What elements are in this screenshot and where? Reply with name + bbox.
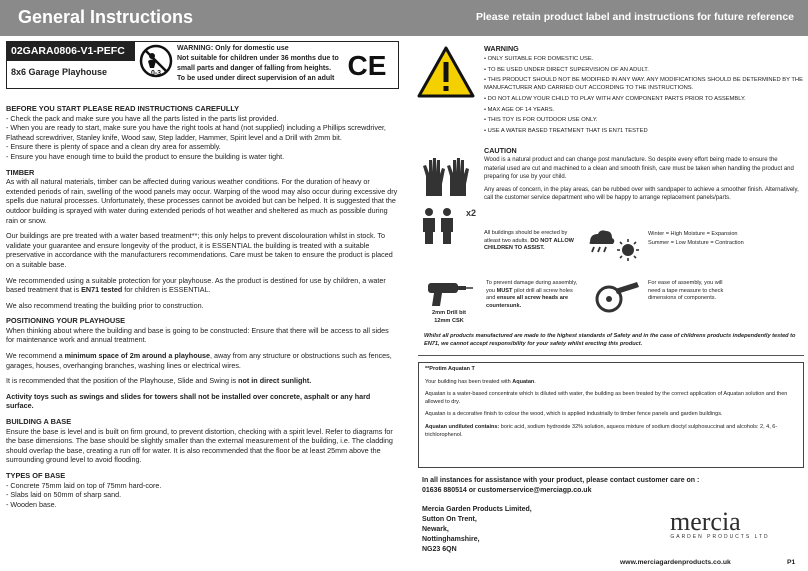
warning-heading: WARNING (484, 44, 519, 53)
timber-heading: TIMBER (6, 167, 35, 177)
moisture-note (648, 230, 744, 247)
aquatan-p4: Aquatan undiluted contains: boric acid, sodium hydroxide 32% solution, aqueos mixture of sodium dioctyl sulphosuccinat and alcohols: 2, 4, 6-trichlorophenol. (425, 423, 778, 438)
gloves-icon (420, 154, 476, 203)
warning-list (484, 44, 804, 136)
treated-text: Our buildings are pre treated with a water based treatment**; this only helps to prevent discolouration whilst in stock. To validate your guarantee and ensure longevity of the product, it is ESSENTIAL the building is treated with a suitable preservative in accordance with the manufacturers recommendations. Care must be taken to ensure the product is placed on a suitable base. (6, 231, 393, 269)
product-warning-line: small parts and danger of falling from heights. (177, 65, 332, 72)
activity-warning: Activity toys such as swings and slides for towers shall not be installed over concrete, asphalt or any hard surface. (6, 391, 371, 411)
address-line: Newark, (422, 526, 449, 533)
page-title: General Instructions (18, 7, 194, 27)
types-heading: TYPES OF BASE (6, 471, 66, 480)
positioning-text: When thinking about where the building and base is going to be constructed: Ensure that there will be access to all sides for maintenance work and annual treatment. (6, 325, 389, 345)
aquatan-p1: Your building has been treated with Aquatan. (425, 378, 536, 385)
ce-mark-icon (345, 44, 389, 89)
address-line: NG23 6QN (422, 546, 457, 553)
two-adults-icon (420, 206, 476, 251)
base-type: - Concrete 75mm laid on top of 75mm hard-core. (6, 480, 162, 490)
tape-measure-icon (595, 280, 641, 319)
winter-note: Winter = High Moisture = Expansion (648, 231, 738, 237)
timber-text: As with all natural materials, timber can be affected during various weather conditions. For the duration of heavy or extended periods of rain, swelling of the wood panels may occur. Warping of the wood may also occur during excessive dry spells due natural processes. Unfortunately, these processes cannot be avoided but can be helped. It is suggested that the outdoor building is sprayed with water during extended periods of hot weather and sheltered as much as possible during rain or snow. (6, 177, 398, 225)
treatment-note: We also recommend treating the building prior to construction. (6, 300, 204, 310)
warning-item: • THIS TOY IS FOR OUTDOOR USE ONLY. (484, 117, 598, 124)
warning-item: • MAX AGE OF 14 YEARS. (484, 106, 555, 113)
aquatan-p3: Aquatan is a decorative finish to colour the wood, which is applied industrially to timber fence panels and garden buildings. (425, 411, 723, 418)
caution-section (484, 147, 800, 208)
weather-icon (586, 228, 642, 267)
mercia-logo (670, 507, 790, 540)
warning-item: • TO BE USED UNDER DIRECT SUPERVISION OF AN ADULT. (484, 66, 649, 73)
positioning-heading: POSITIONING YOUR PLAYHOUSE (6, 316, 126, 326)
caution-text: Wood is a natural product and can change post manufacture. So despite every effort being made to ensure the material used are cut and machined to a clean and smooth finish, care must be taken when handling the product and preparing for use by your child. (484, 157, 794, 180)
warning-item: • DO NOT ALLOW YOUR CHILD TO PLAY WITH ANY COMPONENT PARTS PRIOR TO ASSEMBLY. (484, 96, 746, 103)
aquatan-p2: Aquatan is a water-based concentrate which is diluted with water, the building as been treated by the correct application of Aquatan solution and then allowed to dry. (425, 391, 788, 405)
erect-note: All buildings should be erected by atleast two adults. DO NOT ALLOW CHILDREN TO ASSIST. (484, 230, 574, 252)
drill-note: To prevent damage during assembly, you MUST pilot drill all screw holes and ensure all screw heads are countersunk. (486, 280, 578, 309)
warning-item: • USE A WATER BASED TREATMENT THAT IS EN71 TESTED (484, 127, 648, 134)
assistance-note (422, 476, 752, 496)
divider (418, 355, 804, 356)
before-line: - Ensure you have enough time to build the product to ensure the building is water tight. (6, 151, 285, 161)
retain-note: Please retain product label and instructions for future reference (476, 11, 794, 23)
product-warning-line: Not suitable for children under 36 months due to (177, 55, 339, 62)
assistance-line: In all instances for assistance with your product, please contact customer care on : (422, 477, 700, 484)
contact-details: 01636 880514 or customerservice@merciagp.co.uk (422, 487, 592, 494)
treated-text-2: We recommended using a suitable protection for your playhouse. As the product is destined for use by children, a water based treatment that is EN71 tested for children is ESSENTIAL. (6, 275, 386, 295)
company-address (422, 505, 532, 555)
base-heading: BUILDING A BASE (6, 417, 72, 427)
base-text: Ensure the base is level and is built on firm ground, to prevent distortion, checking with a spirit level. Refer to diagrams for the base dimensions. The base should be slightly smaller than the external measurement of the building, i.e. The cladding should overlap the base, creating a run off for water. It is also recommended that the floor be at least 25mm above the surrounding ground level to avoid flooding. (6, 426, 393, 465)
age-warning-icon (139, 44, 173, 83)
base-type: - Slabs laid on 50mm of sharp sand. (6, 490, 122, 500)
logo-wordmark: mercia (670, 507, 741, 536)
before-line: - When you are ready to start, make sure you have the right tools at hand (not supplied) including a Phillips screwdriver, Flathead screwdriver, Stanley knife, Wood saw, Step ladder, Hammer, Spirit level and a Drill with 2mm bit. (6, 123, 386, 142)
warning-item: • ONLY SUITABLE FOR DOMESTIC USE. (484, 56, 594, 63)
csk-size: 12mm CSK (434, 318, 464, 324)
page-number: P1 (787, 559, 796, 566)
product-name: 8x6 Garage Playhouse (11, 67, 108, 77)
product-label (6, 41, 399, 89)
tape-measure-note: For ease of assembly, you will need a tape measure to check dimensions of components. (648, 280, 724, 302)
en71-tested: EN71 tested (81, 285, 123, 295)
before-line: - Check the pack and make sure you have all the parts listed in the parts list provided. (6, 113, 279, 123)
before-heading: BEFORE YOU START PLEASE READ INSTRUCTIONS CAREFULLY (6, 104, 240, 113)
caution-text: Any areas of concern, in the play areas, can be rubbed over with sandpaper to achieve a smoother finish. Alternatively, call the customer service department who will be happy to arrange replacement panels/parts. (484, 187, 799, 202)
summer-note: Summer = Low Moisture = Contraction (648, 239, 744, 246)
disclaimer: Whilst all products manufactured are made to the highest standards of Safety and in the case of childrens products independently tested to EN71, we cannot accept responsibility for your safety whilst erecting this product. (424, 333, 796, 348)
product-warning-line: To be used under direct supervision of an adult (177, 75, 335, 82)
people-count: x2 (466, 208, 476, 218)
caution-heading: CAUTION (484, 146, 517, 155)
product-warning (177, 44, 347, 84)
ce-mark-text: CE (347, 50, 387, 81)
address-line: Sutton On Trent, (422, 516, 477, 523)
before-line: - Ensure there is plenty of space and a clean dry area for assembly. (6, 142, 221, 152)
sun-text: It is recommended that the position of the Playhouse, Slide and Swing is not in direct sunlight. (6, 376, 312, 386)
no-children-note: DO NOT ALLOW CHILDREN TO ASSIST. (484, 237, 574, 252)
warning-item: • THIS PRODUCT SHOULD NOT BE MODIFIED IN ANY WAY. ANY MODIFICATIONS SHOULD BE DETERMINED BY THE MANUFACTURER AND CARRIED OUT ACCORDING TO THE INSTRUCTIONS. (484, 77, 803, 91)
left-column (6, 100, 398, 509)
address-line: Nottinghamshire, (422, 536, 480, 543)
base-type: - Wooden base. (6, 499, 57, 509)
age-icon-text: 0-3 (150, 70, 162, 77)
product-code: 02GARA0806-V1-PEFC (7, 42, 135, 61)
aquatan-box (418, 362, 804, 468)
address-line: Mercia Garden Products Limited, (422, 506, 532, 513)
logo-tagline: GARDEN PRODUCTS LTD (670, 534, 770, 540)
warning-triangle-icon (416, 45, 476, 104)
drill-caption (424, 309, 474, 325)
header-bar (0, 0, 808, 36)
footer-url: www.merciagardenproducts.co.uk (620, 559, 731, 566)
aquatan-title: **Protim Aquatan T (425, 366, 475, 372)
space-text: We recommend a minimum space of 2m around a playhouse, away from any structure or obstructions such as fences, garages, houses, overhanging branches, washing lines or electrical wires. (6, 351, 392, 370)
drill-bit-size: 2mm Drill bit (432, 310, 466, 316)
product-warning-line: WARNING: Only for domestic use (177, 45, 289, 52)
